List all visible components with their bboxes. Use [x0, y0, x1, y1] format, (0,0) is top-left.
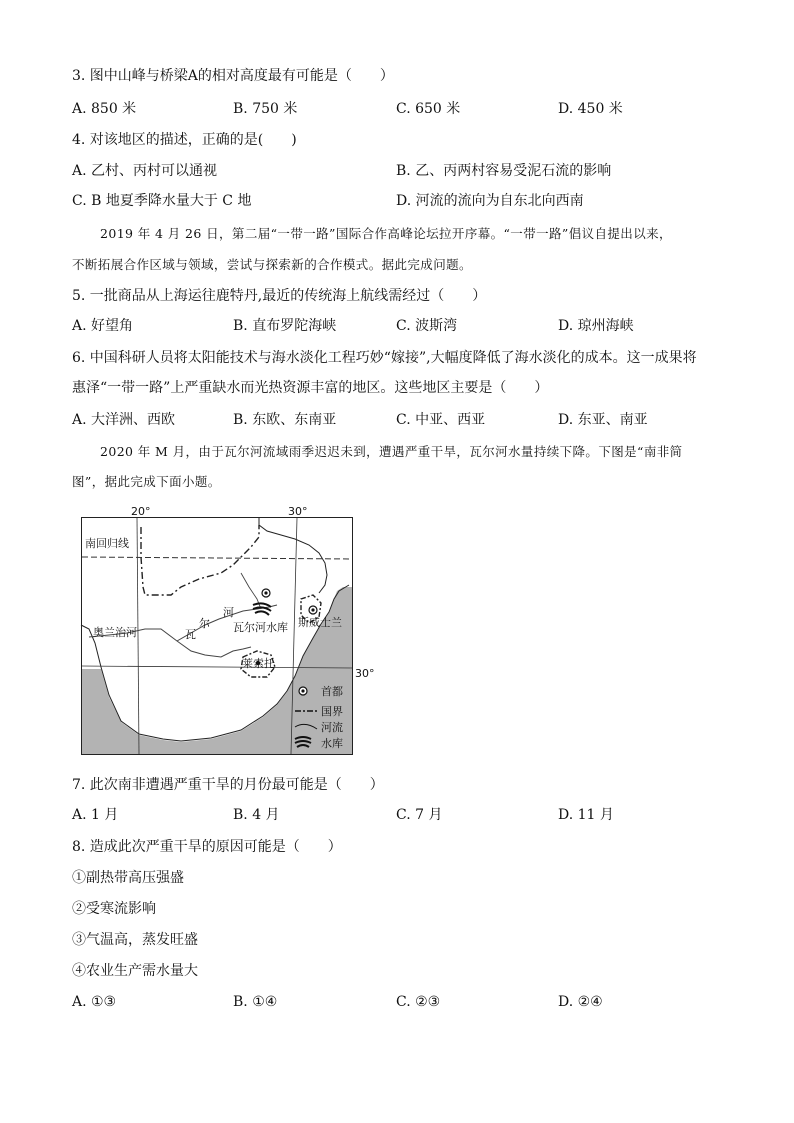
question-4-stem: 4. 对该地区的描述，正确的是( ): [72, 132, 297, 148]
legend-river-label: 河流: [321, 721, 343, 734]
question-5-option-b[interactable]: B. 直布罗陀海峡: [233, 318, 337, 334]
question-6-option-b[interactable]: B. 东欧、东南亚: [233, 412, 337, 428]
question-4-option-d[interactable]: D. 河流的流向为自东北向西南: [396, 193, 584, 209]
label-vaal-1: 瓦: [185, 628, 196, 641]
label-lon-20: 20°: [131, 505, 151, 518]
question-4-option-c[interactable]: C. B 地夏季降水量大于 C 地: [72, 193, 252, 209]
question-3-option-c[interactable]: C. 650 米: [396, 101, 461, 117]
question-7-option-b[interactable]: B. 4 月: [233, 807, 280, 823]
legend-capital-label: 首都: [321, 685, 343, 698]
question-8-option-c[interactable]: C. ②③: [396, 994, 441, 1010]
legend-border-label: 国界: [321, 705, 343, 718]
question-6-option-c[interactable]: C. 中亚、西亚: [396, 412, 486, 428]
south-africa-map: [81, 505, 375, 755]
question-8-item-4: ④农业生产需水量大: [72, 963, 198, 979]
question-6-option-a[interactable]: A. 大洋洲、西欧: [72, 412, 176, 428]
question-8-stem: 8. 造成此次严重干旱的原因可能是（ ）: [72, 839, 342, 855]
question-4-option-b[interactable]: B. 乙、丙两村容易受泥石流的影响: [396, 163, 612, 179]
question-7-option-a[interactable]: A. 1 月: [72, 807, 119, 823]
question-8-option-b[interactable]: B. ①④: [233, 994, 278, 1010]
capital-pretoria-icon: [262, 589, 270, 597]
question-6-stem-line-2: 惠泽“一带一路”上严重缺水而光热资源丰富的地区。这些地区主要是（ ）: [72, 380, 549, 396]
label-orange-river: 奥兰治河: [93, 626, 137, 639]
legend-reservoir-label: 水库: [321, 737, 343, 750]
capital-mbabane-icon: [309, 606, 317, 614]
label-vaal-3: 河: [223, 606, 234, 619]
label-swaziland: 斯威士兰: [298, 616, 342, 629]
passage-2-line-2: 图”，据此完成下面小题。: [72, 474, 221, 489]
passage-1-line-1: 2019 年 4 月 26 日，第二届“一带一路”国际合作高峰论坛拉开序幕。“一带一路”倡议自提出以来，: [100, 226, 672, 241]
label-lon-30: 30°: [288, 505, 308, 518]
question-8-item-1: ①副热带高压强盛: [72, 870, 184, 886]
question-8-item-3: ③气温高，蒸发旺盛: [72, 932, 198, 948]
question-3-option-b[interactable]: B. 750 米: [233, 101, 298, 117]
label-tropic: 南回归线: [85, 537, 129, 550]
question-5-option-a[interactable]: A. 好望角: [72, 318, 134, 334]
passage-2-line-1: 2020 年 M 月，由于瓦尔河流域雨季迟迟未到，遭遇严重干旱，瓦尔河水量持续下降。下图是“南非简: [100, 444, 683, 459]
question-3-option-a[interactable]: A. 850 米: [72, 101, 137, 117]
question-3-stem: 3. 图中山峰与桥梁A的相对高度最有可能是（ ）: [72, 68, 394, 84]
label-lat-30: 30°: [355, 667, 375, 680]
question-7-stem: 7. 此次南非遭遇严重干旱的月份最可能是（ ）: [72, 777, 384, 793]
question-6-option-d[interactable]: D. 东亚、南亚: [558, 412, 648, 428]
passage-1-line-2: 不断拓展合作区域与领域，尝试与探索新的合作模式。据此完成问题。: [72, 257, 472, 272]
question-5-stem: 5. 一批商品从上海运往鹿特丹,最近的传统海上航线需经过（ ）: [72, 288, 487, 304]
label-reservoir: 瓦尔河水库: [233, 621, 288, 634]
question-5-option-c[interactable]: C. 波斯湾: [396, 318, 458, 334]
question-8-option-d[interactable]: D. ②④: [558, 994, 603, 1010]
question-6-stem-line-1: 6. 中国科研人员将太阳能技术与海水淡化工程巧妙“嫁接”,大幅度降低了海水淡化的成本。这一成果将: [72, 350, 697, 366]
question-7-option-c[interactable]: C. 7 月: [396, 807, 443, 823]
question-7-option-d[interactable]: D. 11 月: [558, 807, 614, 823]
label-lesotho: 莱索托: [242, 657, 275, 670]
label-vaal-2: 尔: [199, 617, 210, 630]
question-8-option-a[interactable]: A. ①③: [72, 994, 117, 1010]
question-4-option-a[interactable]: A. 乙村、丙村可以通视: [72, 163, 218, 179]
question-3-option-d[interactable]: D. 450 米: [558, 101, 623, 117]
question-8-item-2: ②受寒流影响: [72, 901, 156, 917]
question-5-option-d[interactable]: D. 琼州海峡: [558, 318, 634, 334]
